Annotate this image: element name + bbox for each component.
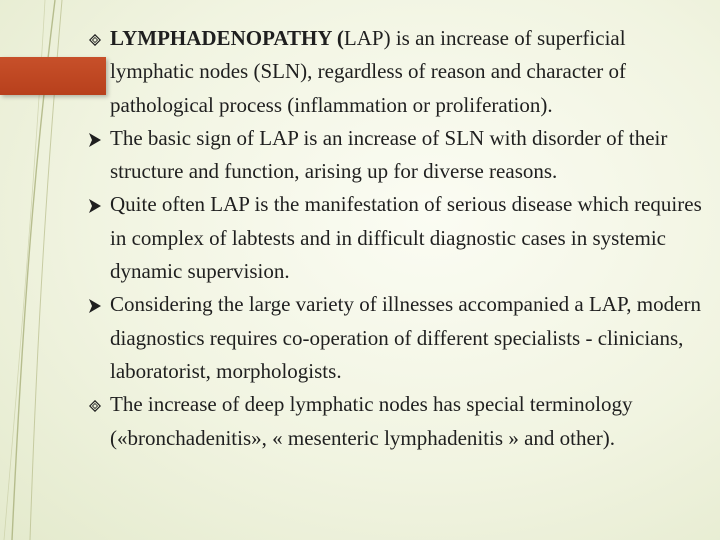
arrowhead-bullet-icon [84, 188, 106, 221]
bullet-text: Considering the large variety of illnesses accompanied a LAP, modern diagnostics requires co-operation of different specialists - clinicians, laboratorist, morphologists. [110, 292, 701, 383]
bullet-item-manifestation [78, 188, 710, 288]
bullet-text: The basic sign of LAP is an increase of SLN with disorder of their structure and function, arising up for diverse reasons. [110, 125, 668, 184]
arrowhead-bullet-icon [84, 122, 106, 155]
arrowhead-bullet-icon [84, 288, 106, 321]
bullet-text: Quite often LAP is the manifestation of serious disease which requires in complex of labtests and in difficult diagnostic cases in systemic dynamic supervision. [110, 192, 702, 284]
diamond-outline-icon [84, 22, 106, 55]
bullet-text: LAP) is an increase of superficial lymphatic nodes (SLN), regardless of reason and character of pathological process (inflammation or proliferation). [110, 26, 627, 117]
slide-content [78, 22, 710, 455]
diamond-outline-icon [84, 388, 106, 421]
bullet-item-deep-nodes [78, 388, 710, 455]
bullet-item-diagnostics [78, 288, 710, 388]
bullet-item-basic-sign [78, 122, 710, 189]
bullet-text: The increase of deep lymphatic nodes has special terminology («bronchadenitis», « mesenteric lymphadenitis » and other). [110, 392, 633, 450]
bullet-item-definition [78, 22, 710, 122]
bullet-text-bold: LYMPHADENOPATHY ( [110, 26, 344, 50]
